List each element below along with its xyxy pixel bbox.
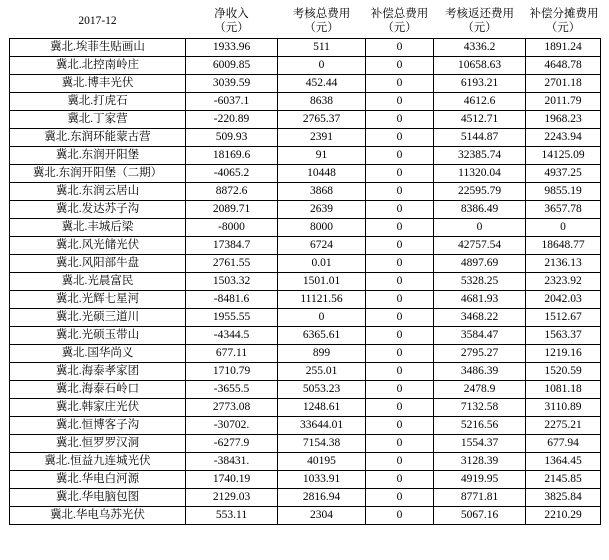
cell-net-income: -8000 xyxy=(186,219,278,237)
cell-compensation-total: 0 xyxy=(366,183,434,201)
cell-compensation-total: 0 xyxy=(366,93,434,111)
cell-compensation-total: 0 xyxy=(366,201,434,219)
cell-station-name: 冀北.光硕三道川 xyxy=(10,309,186,327)
table-row[interactable] xyxy=(10,453,601,471)
cell-station-name: 冀北.北控南岭庄 xyxy=(10,57,186,75)
cell-compensation-share: 1891.24 xyxy=(526,39,601,57)
cell-compensation-share: 2210.29 xyxy=(526,507,601,525)
cell-compensation-total: 0 xyxy=(366,327,434,345)
table-row[interactable] xyxy=(10,129,601,147)
cell-compensation-share: 1081.18 xyxy=(526,381,601,399)
table-row[interactable] xyxy=(10,273,601,291)
cell-net-income: -220.89 xyxy=(186,111,278,129)
cell-net-income: 509.93 xyxy=(186,129,278,147)
cell-assessment-refund: 4681.93 xyxy=(434,291,526,309)
table-row[interactable] xyxy=(10,255,601,273)
table-header-row xyxy=(10,6,601,39)
table-row[interactable] xyxy=(10,417,601,435)
cell-assessment-total: 6724 xyxy=(278,237,366,255)
cell-assessment-total: 10448 xyxy=(278,165,366,183)
header-col-compensation-total xyxy=(366,6,434,39)
cell-station-name: 冀北.光硕玉带山 xyxy=(10,327,186,345)
cell-assessment-refund: 7132.58 xyxy=(434,399,526,417)
header-col-net-income-label: 净收入 xyxy=(214,8,249,20)
cell-station-name: 冀北.华电脑包图 xyxy=(10,489,186,507)
cell-compensation-total: 0 xyxy=(366,111,434,129)
cell-station-name: 冀北.恒罗罗汉洞 xyxy=(10,435,186,453)
header-col-compensation-share-label: 补偿分摊费用 xyxy=(529,8,599,20)
spreadsheet-table-view xyxy=(0,6,609,560)
cell-net-income: 2773.08 xyxy=(186,399,278,417)
cell-net-income: -4065.2 xyxy=(186,165,278,183)
table-row[interactable] xyxy=(10,435,601,453)
cell-station-name: 冀北.海泰石岭口 xyxy=(10,381,186,399)
cell-assessment-total: 899 xyxy=(278,345,366,363)
cell-station-name: 冀北.光辉七星河 xyxy=(10,291,186,309)
cell-assessment-refund: 0 xyxy=(434,219,526,237)
cell-assessment-total: 2391 xyxy=(278,129,366,147)
table-row[interactable] xyxy=(10,219,601,237)
cell-net-income: 2761.55 xyxy=(186,255,278,273)
cell-assessment-total: 8000 xyxy=(278,219,366,237)
cell-compensation-total: 0 xyxy=(366,147,434,165)
cell-assessment-total: 1248.61 xyxy=(278,399,366,417)
cell-assessment-total: 452.44 xyxy=(278,75,366,93)
cell-compensation-share: 2042.03 xyxy=(526,291,601,309)
cell-compensation-share: 1512.67 xyxy=(526,309,601,327)
header-col-assessment-total xyxy=(278,6,366,39)
cell-compensation-total: 0 xyxy=(366,399,434,417)
table-row[interactable] xyxy=(10,75,601,93)
header-period: 2017-12 xyxy=(78,15,117,27)
cell-assessment-refund: 10658.63 xyxy=(434,57,526,75)
table-row[interactable] xyxy=(10,399,601,417)
cell-compensation-share: 18648.77 xyxy=(526,237,601,255)
cell-station-name: 冀北.国华尚义 xyxy=(10,345,186,363)
cell-compensation-total: 0 xyxy=(366,435,434,453)
cell-assessment-refund: 3486.39 xyxy=(434,363,526,381)
cell-assessment-total: 511 xyxy=(278,39,366,57)
cell-compensation-share: 3825.84 xyxy=(526,489,601,507)
cell-compensation-share: 14125.09 xyxy=(526,147,601,165)
cell-compensation-share: 2011.79 xyxy=(526,93,601,111)
cell-station-name: 冀北.丰城后梁 xyxy=(10,219,186,237)
cell-station-name: 冀北.恒博客子沟 xyxy=(10,417,186,435)
cell-compensation-share: 2323.92 xyxy=(526,273,601,291)
cell-assessment-refund: 5216.56 xyxy=(434,417,526,435)
cell-net-income: 1740.19 xyxy=(186,471,278,489)
table-row[interactable] xyxy=(10,471,601,489)
cell-compensation-share: 3657.78 xyxy=(526,201,601,219)
cell-net-income: 8872.6 xyxy=(186,183,278,201)
cell-assessment-total: 0.01 xyxy=(278,255,366,273)
cell-assessment-refund: 11320.04 xyxy=(434,165,526,183)
cell-net-income: 1710.79 xyxy=(186,363,278,381)
cell-assessment-refund: 2478.9 xyxy=(434,381,526,399)
cell-assessment-refund: 5328.25 xyxy=(434,273,526,291)
cell-net-income: 553.11 xyxy=(186,507,278,525)
cell-compensation-total: 0 xyxy=(366,75,434,93)
cell-assessment-total: 2816.94 xyxy=(278,489,366,507)
table-row[interactable] xyxy=(10,363,601,381)
header-col-compensation-total-unit: （元） xyxy=(382,22,417,34)
cell-assessment-refund: 2795.27 xyxy=(434,345,526,363)
cell-assessment-total: 91 xyxy=(278,147,366,165)
cell-station-name: 冀北.华电白河源 xyxy=(10,471,186,489)
cell-assessment-refund: 42757.54 xyxy=(434,237,526,255)
header-col-compensation-share-unit: （元） xyxy=(545,22,581,34)
cell-compensation-total: 0 xyxy=(366,309,434,327)
cell-compensation-total: 0 xyxy=(366,273,434,291)
table-row[interactable] xyxy=(10,39,601,57)
cell-net-income: -4344.5 xyxy=(186,327,278,345)
cell-net-income: 1955.55 xyxy=(186,309,278,327)
cell-station-name: 冀北.埃菲生贴画山 xyxy=(10,39,186,57)
cell-net-income: -8481.6 xyxy=(186,291,278,309)
cell-station-name: 冀北.丁家营 xyxy=(10,111,186,129)
header-col-assessment-refund xyxy=(434,6,526,39)
cell-net-income: 18169.6 xyxy=(186,147,278,165)
cell-compensation-total: 0 xyxy=(366,57,434,75)
header-col-net-income-unit: （元） xyxy=(214,22,249,34)
cell-compensation-total: 0 xyxy=(366,489,434,507)
cell-assessment-total: 2304 xyxy=(278,507,366,525)
cell-station-name: 冀北.东润环能蒙古营 xyxy=(10,129,186,147)
cell-assessment-refund: 32385.74 xyxy=(434,147,526,165)
cell-assessment-refund: 22595.79 xyxy=(434,183,526,201)
cell-compensation-total: 0 xyxy=(366,129,434,147)
cell-station-name: 冀北.东润开阳堡（二期） xyxy=(10,165,186,183)
cell-assessment-refund: 4336.2 xyxy=(434,39,526,57)
cell-net-income: -6037.1 xyxy=(186,93,278,111)
cell-compensation-share: 4937.25 xyxy=(526,165,601,183)
cell-compensation-share: 2136.13 xyxy=(526,255,601,273)
cell-assessment-total: 6365.61 xyxy=(278,327,366,345)
cell-assessment-total: 33644.01 xyxy=(278,417,366,435)
table-row[interactable] xyxy=(10,93,601,111)
cell-assessment-total: 11121.56 xyxy=(278,291,366,309)
cell-compensation-total: 0 xyxy=(366,471,434,489)
cell-compensation-total: 0 xyxy=(366,381,434,399)
cell-station-name: 冀北.恒益九连城光伏 xyxy=(10,453,186,471)
table-row[interactable] xyxy=(10,381,601,399)
data-table xyxy=(9,6,601,525)
cell-compensation-share: 1968.23 xyxy=(526,111,601,129)
cell-compensation-share: 1219.16 xyxy=(526,345,601,363)
cell-assessment-total: 7154.38 xyxy=(278,435,366,453)
cell-compensation-share: 677.94 xyxy=(526,435,601,453)
cell-net-income: -38431. xyxy=(186,453,278,471)
cell-compensation-share: 0 xyxy=(526,219,601,237)
table-row[interactable] xyxy=(10,489,601,507)
cell-net-income: 1933.96 xyxy=(186,39,278,57)
cell-assessment-refund: 8386.49 xyxy=(434,201,526,219)
cell-compensation-share: 9855.19 xyxy=(526,183,601,201)
cell-assessment-total: 255.01 xyxy=(278,363,366,381)
cell-net-income: 3039.59 xyxy=(186,75,278,93)
cell-compensation-total: 0 xyxy=(366,39,434,57)
table-row[interactable] xyxy=(10,183,601,201)
cell-assessment-total: 0 xyxy=(278,57,366,75)
cell-assessment-total: 1033.91 xyxy=(278,471,366,489)
cell-assessment-refund: 3584.47 xyxy=(434,327,526,345)
cell-station-name: 冀北.东润云居山 xyxy=(10,183,186,201)
cell-compensation-share: 1563.37 xyxy=(526,327,601,345)
cell-compensation-share: 1520.59 xyxy=(526,363,601,381)
header-col-assessment-refund-unit: （元） xyxy=(462,22,497,34)
cell-compensation-share: 2275.21 xyxy=(526,417,601,435)
cell-compensation-total: 0 xyxy=(366,255,434,273)
header-col-net-income xyxy=(186,6,278,39)
cell-assessment-total: 0 xyxy=(278,309,366,327)
cell-assessment-total: 40195 xyxy=(278,453,366,471)
cell-assessment-total: 5053.23 xyxy=(278,381,366,399)
cell-compensation-share: 4648.78 xyxy=(526,57,601,75)
cell-compensation-share: 1364.45 xyxy=(526,453,601,471)
table-row[interactable] xyxy=(10,345,601,363)
cell-net-income: -3655.5 xyxy=(186,381,278,399)
cell-station-name: 冀北.光晨富民 xyxy=(10,273,186,291)
cell-net-income: -6277.9 xyxy=(186,435,278,453)
cell-compensation-share: 2145.85 xyxy=(526,471,601,489)
cell-station-name: 冀北.博丰光伏 xyxy=(10,75,186,93)
cell-net-income: -30702. xyxy=(186,417,278,435)
cell-compensation-total: 0 xyxy=(366,363,434,381)
header-col-assessment-total-unit: （元） xyxy=(304,22,339,34)
cell-assessment-refund: 4512.71 xyxy=(434,111,526,129)
table-row[interactable] xyxy=(10,201,601,219)
cell-assessment-refund: 5144.87 xyxy=(434,129,526,147)
cell-compensation-total: 0 xyxy=(366,165,434,183)
cell-assessment-refund: 4919.95 xyxy=(434,471,526,489)
cell-compensation-total: 0 xyxy=(366,453,434,471)
cell-station-name: 冀北.打虎石 xyxy=(10,93,186,111)
cell-station-name: 冀北.风光储光伏 xyxy=(10,237,186,255)
cell-assessment-total: 1501.01 xyxy=(278,273,366,291)
table-row[interactable] xyxy=(10,237,601,255)
cell-assessment-refund: 4612.6 xyxy=(434,93,526,111)
header-col-assessment-refund-label: 考核返还费用 xyxy=(445,8,514,20)
cell-assessment-total: 3868 xyxy=(278,183,366,201)
cell-assessment-refund: 3468.22 xyxy=(434,309,526,327)
cell-assessment-total: 2639 xyxy=(278,201,366,219)
header-col-compensation-total-label: 补偿总费用 xyxy=(370,8,429,20)
table-row[interactable] xyxy=(10,291,601,309)
table-header xyxy=(10,6,601,39)
cell-station-name: 冀北.韩家庄光伏 xyxy=(10,399,186,417)
cell-compensation-total: 0 xyxy=(366,345,434,363)
header-col-assessment-total-label: 考核总费用 xyxy=(292,8,351,20)
cell-assessment-refund: 3128.39 xyxy=(434,453,526,471)
cell-assessment-refund: 8771.81 xyxy=(434,489,526,507)
cell-station-name: 冀北.风阳部牛盘 xyxy=(10,255,186,273)
cell-net-income: 1503.32 xyxy=(186,273,278,291)
table-row[interactable] xyxy=(10,309,601,327)
table-row[interactable] xyxy=(10,147,601,165)
table-row[interactable] xyxy=(10,165,601,183)
cell-station-name: 冀北.华电乌苏光伏 xyxy=(10,507,186,525)
cell-compensation-share: 2701.18 xyxy=(526,75,601,93)
cell-net-income: 2129.03 xyxy=(186,489,278,507)
header-col-compensation-share xyxy=(526,6,601,39)
table-row[interactable] xyxy=(10,327,601,345)
cell-compensation-total: 0 xyxy=(366,291,434,309)
cell-assessment-refund: 4897.69 xyxy=(434,255,526,273)
cell-net-income: 17384.7 xyxy=(186,237,278,255)
cell-compensation-share: 3110.89 xyxy=(526,399,601,417)
cell-station-name: 冀北.发达苏子沟 xyxy=(10,201,186,219)
cell-assessment-total: 8638 xyxy=(278,93,366,111)
cell-compensation-total: 0 xyxy=(366,237,434,255)
cell-station-name: 冀北.海泰孝家团 xyxy=(10,363,186,381)
cell-net-income: 677.11 xyxy=(186,345,278,363)
cell-compensation-total: 0 xyxy=(366,219,434,237)
cell-compensation-share: 2243.94 xyxy=(526,129,601,147)
cell-assessment-refund: 5067.16 xyxy=(434,507,526,525)
cell-net-income: 6009.85 xyxy=(186,57,278,75)
table-row[interactable] xyxy=(10,507,601,525)
cell-compensation-total: 0 xyxy=(366,417,434,435)
table-row[interactable] xyxy=(10,111,601,129)
cell-assessment-total: 2765.37 xyxy=(278,111,366,129)
cell-net-income: 2089.71 xyxy=(186,201,278,219)
cell-assessment-refund: 1554.37 xyxy=(434,435,526,453)
table-body xyxy=(10,39,601,525)
cell-station-name: 冀北.东润开阳堡 xyxy=(10,147,186,165)
table-row[interactable] xyxy=(10,57,601,75)
cell-assessment-refund: 6193.21 xyxy=(434,75,526,93)
cell-compensation-total: 0 xyxy=(366,507,434,525)
